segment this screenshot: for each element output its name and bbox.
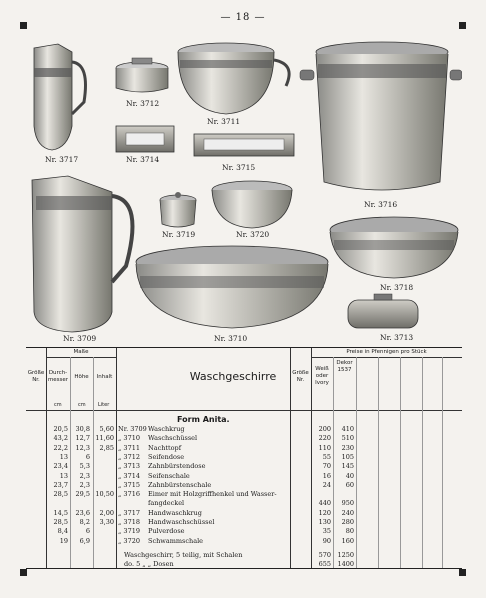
cell-weiss: 24 [322,480,331,489]
cell-nr: „ 3718 [118,518,140,526]
unit-cm: cm [78,402,86,408]
cell-description: Handwaschschüssel [148,518,215,526]
cell-hoehe: 30,8 [75,425,90,433]
cell-nr: „ 3710 [118,434,140,443]
label-3719: Nr. 3719 [162,230,196,239]
cell-weiss: 440 [318,499,331,508]
cell-durchmesser: 23,4 [53,462,68,471]
header-preise: Preise in Pfennigen pro Stück [346,349,427,355]
cell-weiss: 90 [322,536,331,545]
cell-description: Waschkrug [148,425,185,433]
label-3712: Nr. 3712 [126,99,160,108]
soap-tray-3714-image [116,126,174,152]
cell-description: Schwammschale [148,536,204,545]
header-groesse: Größe Nr. [27,370,45,383]
set-row [26,560,462,569]
cell-nr: „ 3715 [118,480,140,489]
cell-description: Zahnbürstenschale [148,480,212,489]
corner-mark [459,22,466,29]
brush-tray-3715-image [194,134,294,156]
cell-weiss: 130 [318,518,331,526]
cell-hoehe: 29,5 [75,490,90,499]
label-3716: Nr. 3716 [364,200,398,209]
cell-nr: „ 3717 [118,508,140,517]
cell-durchmesser: 28,5 [53,490,68,499]
cell-weiss: 35 [322,527,331,536]
table-row [26,509,462,518]
set-description: Waschgeschirr, 5 teilig, mit Schalen [124,550,243,559]
form-heading: Form Anita. [177,415,230,424]
cell-dekor: 280 [341,518,354,526]
chamber-pot-3711-image [178,43,289,114]
cell-nr: „ 3720 [118,536,140,545]
table-row [26,537,462,546]
bucket-3716-image [300,42,462,190]
table-row [26,490,462,499]
cell-hoehe: 12,3 [75,443,90,452]
cell-durchmesser: 23,7 [53,480,68,489]
pitcher-3717-image [34,44,86,150]
set-weiss: 570 [318,550,331,559]
table-row [26,434,462,443]
cell-weiss: 16 [322,471,331,480]
cell-dekor: 40 [345,471,354,480]
cell-nr: Nr. 3709 [118,425,147,433]
cell-dekor: 80 [345,527,354,536]
table-row [26,527,462,536]
cell-dekor: 950 [341,499,354,508]
set-row [26,551,462,560]
header-durchmesser: Durch-messer [47,370,69,383]
cell-hoehe: 6 [85,527,90,536]
cell-hoehe: 2,3 [79,480,90,489]
label-3714: Nr. 3714 [126,155,160,164]
cell-description: Seifendose [148,452,185,461]
cell-description: Eimer mit Holzgriffhenkel und Wasser- [148,490,277,499]
cell-description: Handwaschkrug [148,508,202,517]
cell-dekor: 410 [341,425,354,433]
corner-mark [459,569,466,576]
cell-nr: „ 3711 [118,443,140,452]
cell-hoehe: 6,9 [79,536,90,545]
label-3711: Nr. 3711 [207,117,241,126]
table-row [26,472,462,481]
set-dekor: 1250 [337,550,354,559]
cell-description: Nachttopf [148,443,182,452]
cell-inhalt: 5,60 [99,425,114,433]
powder-box-3719-image [160,192,196,227]
cell-description: fangdeckel [148,499,185,508]
cell-durchmesser: 28,5 [53,518,68,526]
cell-dekor: 105 [341,452,354,461]
table-row [26,425,462,434]
header-groesse-2: Größe Nr. [292,370,309,383]
header-divider [26,410,462,411]
table-row [26,453,462,462]
cell-hoehe: 6 [85,452,90,461]
label-3720: Nr. 3720 [236,230,270,239]
table-row [26,499,462,508]
cell-dekor: 240 [341,508,354,517]
unit-cm: cm [54,402,62,408]
cell-hoehe: 12,7 [75,434,90,443]
cell-hoehe: 8,2 [79,518,90,526]
header-weiss: Weiß oder Ivory [315,366,329,386]
product-illustrations [28,30,462,346]
cell-weiss: 200 [318,425,331,433]
cell-description: Zahnbürstendose [148,462,206,471]
cell-inhalt: 11,60 [95,434,114,443]
cell-durchmesser: 13 [59,471,68,480]
header-dekor: Dekor 1537 [336,360,353,373]
page-number: — 18 — [220,12,266,23]
cell-hoehe: 2,3 [79,471,90,480]
cell-durchmesser: 43,2 [53,434,68,443]
set-dekor: 1400 [337,560,354,569]
header-hoehe: Höhe [74,374,89,380]
cell-dekor: 230 [341,443,354,452]
set-weiss: 655 [318,560,331,569]
set-description: do. 5 „ „ Dosen [124,560,174,569]
cell-durchmesser: 8,4 [57,527,68,536]
pitcher-3709-image [32,176,132,332]
cell-inhalt: 3,30 [99,518,114,526]
label-3713: Nr. 3713 [380,333,414,342]
brush-box-3713-image [348,294,418,328]
cell-durchmesser: 22,2 [53,443,68,452]
label-3717: Nr. 3717 [45,155,79,164]
cell-description: Pulverdose [148,527,185,536]
table-row [26,518,462,527]
cell-inhalt: 10,50 [95,490,114,499]
masse-divider [46,357,116,358]
hand-basin-3718-image [330,217,458,278]
table-row [26,444,462,453]
cell-hoehe: 5,3 [79,462,90,471]
label-3710: Nr. 3710 [214,334,248,343]
header-masse: Maße [73,349,89,355]
cell-weiss: 220 [318,434,331,443]
soap-box-3712-image [116,58,168,92]
price-table [26,347,462,569]
cell-hoehe: 23,6 [75,508,90,517]
corner-mark [20,22,27,29]
cell-nr: „ 3713 [118,462,140,471]
cell-weiss: 110 [318,443,331,452]
cell-dekor: 510 [341,434,354,443]
table-row [26,462,462,471]
cell-durchmesser: 13 [59,452,68,461]
cell-nr: „ 3716 [118,490,140,499]
table-title: Waschgeschirre [189,370,277,383]
label-3709: Nr. 3709 [63,334,97,343]
cell-nr: „ 3714 [118,471,140,480]
header-inhalt: Inhalt [96,374,113,380]
cell-inhalt: 2,00 [99,508,114,517]
cell-weiss: 120 [318,508,331,517]
cell-durchmesser: 14,5 [53,508,68,517]
cell-description: Waschschüssel [148,434,198,443]
cell-dekor: 160 [341,536,354,545]
cell-durchmesser: 19 [59,536,68,545]
table-row [26,481,462,490]
sponge-bowl-3720-image [212,181,292,228]
cell-weiss: 55 [322,452,331,461]
unit-liter: Liter [98,402,110,408]
cell-nr: „ 3719 [118,527,140,536]
cell-description: Seifenschale [148,471,190,480]
cell-dekor: 145 [341,462,354,471]
corner-mark [20,569,27,576]
wash-basin-3710-image [136,246,328,328]
cell-weiss: 70 [322,462,331,471]
label-3715: Nr. 3715 [222,163,256,172]
cell-durchmesser: 20,5 [53,425,68,433]
cell-nr: „ 3712 [118,452,140,461]
cell-inhalt: 2,85 [99,443,114,452]
label-3718: Nr. 3718 [380,283,414,292]
cell-dekor: 60 [345,480,354,489]
